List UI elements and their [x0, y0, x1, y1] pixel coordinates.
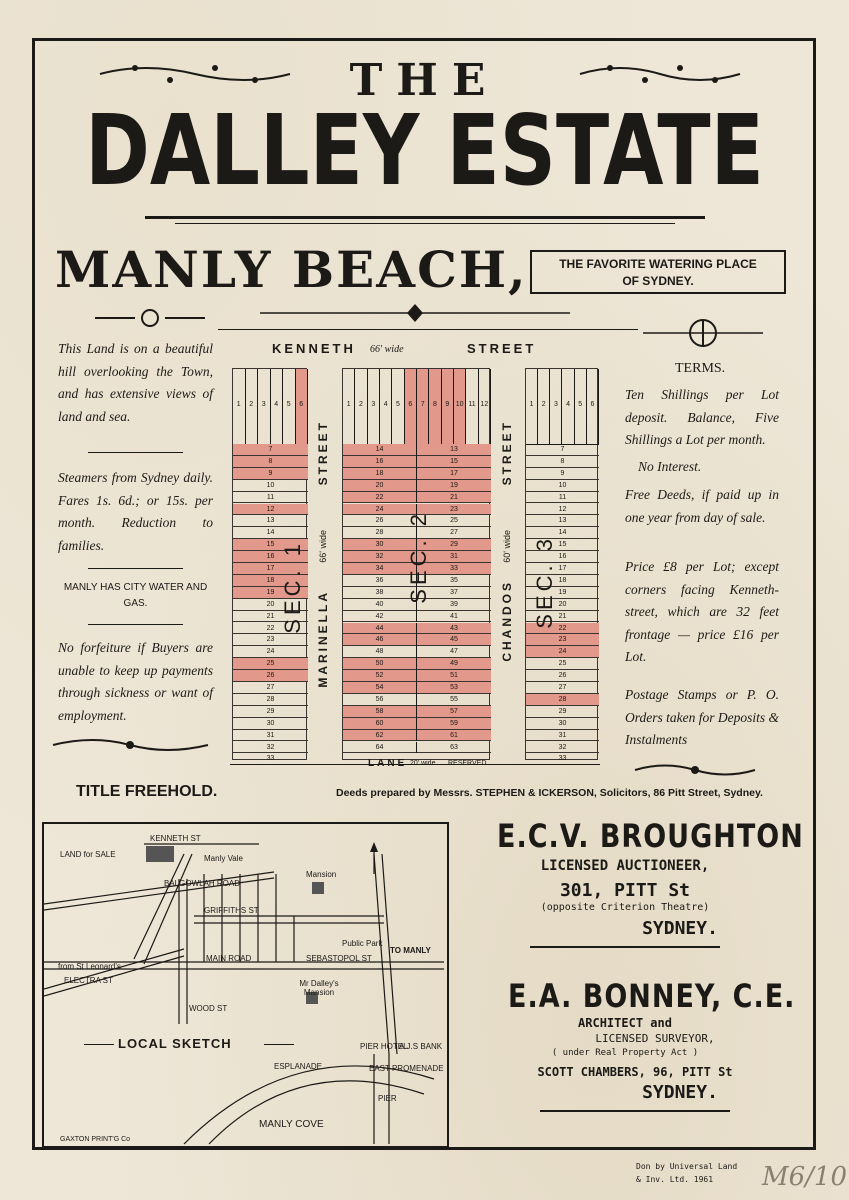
- forfeiture-text: No forfeiture if Buyers are unable to keep up payments through sickness or want of employment.: [58, 640, 213, 723]
- lot-row: 22: [233, 623, 308, 635]
- lot-number: 45: [450, 636, 458, 644]
- lot-row: 32: [526, 742, 599, 754]
- lot-row: 17: [526, 563, 599, 575]
- sketch-public-park: Public Park: [342, 939, 383, 948]
- auctioneer-address: 301, PITT St: [559, 880, 691, 901]
- frontage-lot: 3: [550, 369, 562, 444]
- lot-number: 18: [343, 468, 417, 480]
- lot-row: 7: [233, 444, 308, 456]
- location-heading: MANLY BEACH,: [55, 240, 528, 299]
- frontage-lot: 8: [429, 369, 441, 444]
- title-rule-thin: [175, 223, 675, 224]
- sketch-sebastopol: SEBASTOPOL ST: [306, 954, 372, 963]
- north-arrow-icon: [370, 842, 378, 852]
- catalogue-number: M6/10: [762, 1162, 848, 1192]
- frontage-lot: 7: [417, 369, 429, 444]
- frontage-lot: 6: [296, 369, 309, 444]
- sketch-griffiths: GRIFFITHS ST: [204, 906, 259, 915]
- lot-row: 23: [526, 634, 599, 646]
- lot-number: 36: [343, 575, 417, 587]
- sketch-printer: GAXTON PRINT'G Co: [60, 1136, 131, 1143]
- lot-row: 15: [526, 539, 599, 551]
- lot-row: [343, 444, 491, 456]
- frontage-lot: 4: [271, 369, 284, 444]
- lot-row: 21: [526, 611, 599, 623]
- lot-number: 48: [343, 646, 417, 658]
- frontage-lot: 1: [343, 369, 355, 444]
- lot-number: 53: [450, 684, 458, 691]
- lot-row: [343, 670, 491, 682]
- frontage-lot: 1: [233, 369, 246, 444]
- lot-row: 23: [233, 634, 308, 646]
- sketch-mansion: Mansion: [306, 870, 337, 879]
- lot-number: 24: [343, 504, 417, 516]
- lot-row: 33: [233, 753, 308, 765]
- frontage-lots: [526, 369, 599, 445]
- lot-row: 30: [526, 718, 599, 730]
- lot-row: 28: [233, 694, 308, 706]
- divider: [540, 1110, 730, 1112]
- lot-row: 9: [233, 468, 308, 480]
- frontage-lot: 1: [526, 369, 538, 444]
- lot-number: 23: [450, 505, 458, 513]
- lot-row: 8: [526, 456, 599, 468]
- auctioneer-role: LICENSED AUCTIONEER,: [540, 858, 710, 874]
- lot-row: 25: [233, 658, 308, 670]
- lot-number: 17: [450, 469, 458, 477]
- divider: [88, 624, 183, 625]
- section-2-label: SEC. 2: [406, 510, 431, 604]
- lane-label: LANE: [368, 758, 408, 769]
- lot-row: 26: [233, 670, 308, 682]
- lot-number: 62: [343, 730, 417, 742]
- frontage-lots: [233, 369, 308, 445]
- divider: [530, 946, 720, 948]
- lot-row: 28: [526, 694, 599, 706]
- lot-number: 50: [343, 658, 417, 670]
- lot-row: 15: [233, 539, 308, 551]
- lot-number: 64: [343, 742, 417, 754]
- tagline-box: [530, 250, 786, 294]
- section-3-label: SEC. 3: [532, 535, 557, 629]
- auctioneer-note: (opposite Criterion Theatre): [540, 902, 710, 913]
- lot-number: 59: [450, 719, 458, 727]
- street-chandos-suffix: STREET: [500, 420, 514, 486]
- frontage-lot: 3: [368, 369, 380, 444]
- lot-row: [343, 480, 491, 492]
- lot-number: 46: [343, 634, 417, 646]
- lot-number: 49: [450, 660, 458, 668]
- divider: [88, 568, 183, 569]
- lot-row: 16: [233, 551, 308, 563]
- lot-row: 24: [526, 646, 599, 658]
- lot-row: 20: [526, 599, 599, 611]
- lot-number: 25: [450, 517, 458, 525]
- floral-ornament-small-left: [48, 732, 213, 758]
- frontage-lot: 5: [575, 369, 587, 444]
- lot-number: 37: [450, 588, 458, 596]
- lot-row: [343, 730, 491, 742]
- water-text: MANLY HAS CITY WATER AND GAS.: [63, 582, 208, 609]
- lot-row: 22: [526, 623, 599, 635]
- sketch-kenneth: KENNETH ST: [150, 834, 201, 843]
- frontage-lot: 2: [246, 369, 259, 444]
- tagline-line1: THE FAVORITE WATERING PLACE: [559, 257, 757, 271]
- plan-top-rule: [218, 329, 638, 330]
- street-kenneth-width: 66' wide: [370, 344, 404, 355]
- sketch-dalley-mansion: Mr Dalley's Mansion: [299, 979, 339, 997]
- architect-name: E.A. BONNEY, C.E.: [508, 978, 796, 1016]
- lot-number: 39: [450, 600, 458, 608]
- street-kenneth-suffix: STREET: [467, 341, 537, 356]
- architect-city: SYDNEY.: [642, 1082, 718, 1103]
- section-1-label: SEC. 1: [280, 540, 305, 634]
- frontage-lot: 6: [587, 369, 599, 444]
- street-marinella: MARINELLA: [316, 590, 330, 688]
- lot-row: 32: [233, 742, 308, 754]
- sketch-manly-cove: MANLY COVE: [259, 1119, 324, 1130]
- street-marinella-width: 66' wide: [318, 530, 328, 563]
- lot-number: 19: [450, 481, 458, 489]
- lot-number: 28: [343, 527, 417, 539]
- lot-row: 8: [233, 456, 308, 468]
- lot-number: 57: [450, 707, 458, 715]
- lane-width: 20' wide: [410, 760, 436, 767]
- local-sketch-label: LOCAL SKETCH: [118, 1036, 232, 1051]
- lot-row: 20: [233, 599, 308, 611]
- lot-row: 18: [233, 575, 308, 587]
- lot-row: 25: [526, 658, 599, 670]
- sketch-pier: PIER: [378, 1094, 397, 1103]
- title-the: THE: [349, 55, 500, 106]
- lot-number: 34: [343, 563, 417, 575]
- lot-number: 54: [343, 682, 417, 694]
- frontage-lot: 10: [454, 369, 466, 444]
- lot-row: 29: [233, 706, 308, 718]
- lot-number: 26: [343, 515, 417, 527]
- page-title: DALLEY ESTATE: [85, 95, 764, 208]
- steamers-text: Steamers from Sydney daily. Fares 1s. 6d.; or 15s. per month. Reduction to families.: [58, 470, 213, 553]
- sketch-manly-vale: Manly Vale: [204, 854, 243, 863]
- land-for-sale-block: [146, 846, 174, 862]
- lot-number: 47: [450, 648, 458, 656]
- postage-text: Postage Stamps or P. O. Orders taken for Deposits & Instalments: [625, 687, 779, 747]
- lot-number: 15: [450, 457, 458, 465]
- architect-note: ( under Real Property Act ): [551, 1048, 699, 1058]
- lot-row: 14: [526, 527, 599, 539]
- frontage-lot: 5: [283, 369, 296, 444]
- sketch-land-for-sale: LAND for SALE: [60, 850, 116, 859]
- lot-row: 10: [526, 480, 599, 492]
- lot-number: 35: [450, 576, 458, 584]
- frontage-lot: 5: [392, 369, 404, 444]
- lot-row: [343, 456, 491, 468]
- lot-number: 21: [450, 493, 458, 501]
- sketch-to-manly: TO MANLY: [390, 946, 431, 955]
- sketch-east-promenade: EAST PROMENADE: [369, 1064, 444, 1073]
- free-deeds-text: Free Deeds, if paid up in one year from day of sale.: [625, 487, 779, 525]
- frontage-lot: 9: [442, 369, 454, 444]
- title-rule: [145, 216, 705, 219]
- lot-number: 38: [343, 587, 417, 599]
- mansion-block: [312, 882, 324, 894]
- deeds-prepared: Deeds prepared by Messrs. STEPHEN & ICKERSON, Solicitors, 86 Pitt Street, Sydney.: [336, 787, 763, 799]
- sketch-label-rule-right: [264, 1044, 294, 1045]
- lot-row: [343, 682, 491, 694]
- lot-number: 58: [343, 706, 417, 718]
- lot-number: 56: [343, 694, 417, 706]
- lot-row: 11: [526, 492, 599, 504]
- street-kenneth: KENNETH: [272, 341, 356, 356]
- lot-row: [343, 468, 491, 480]
- divider: [88, 452, 183, 453]
- lot-row: 11: [233, 492, 308, 504]
- lot-number: 42: [343, 611, 417, 623]
- lot-number: 33: [450, 565, 458, 572]
- lot-row: [343, 694, 491, 706]
- sketch-from-st-leonards: from St Leonard's: [58, 962, 121, 971]
- lot-number: 31: [450, 553, 458, 561]
- architect-address: SCOTT CHAMBERS, 96, PITT St: [537, 1065, 733, 1079]
- lot-number: 51: [450, 672, 458, 680]
- sketch-electra: ELECTRA ST: [64, 976, 113, 985]
- sketch-wood: WOOD ST: [189, 1004, 228, 1013]
- architect-role2: LICENSED SURVEYOR,: [595, 1032, 715, 1045]
- lot-number: 55: [450, 695, 458, 703]
- terms-heading: TERMS.: [675, 361, 726, 376]
- lot-row: 31: [526, 730, 599, 742]
- compass-icon: [638, 318, 768, 348]
- lot-number: 44: [343, 623, 417, 635]
- lot-number: 20: [343, 480, 417, 492]
- frontage-lot: 12: [479, 369, 491, 444]
- arrow-ornament-center: [255, 302, 575, 324]
- street-marinella-suffix: STREET: [316, 420, 330, 486]
- scroll-ornament: [90, 305, 210, 331]
- interest-text: No Interest.: [638, 459, 702, 474]
- lot-number: 52: [343, 670, 417, 682]
- lot-row: 30: [233, 718, 308, 730]
- lot-row: 9: [526, 468, 599, 480]
- sketch-balgowlah: BALGOWLAH ROAD: [164, 879, 241, 888]
- frontage-lot: 2: [355, 369, 367, 444]
- architect-role1: ARCHITECT and: [578, 1016, 672, 1030]
- lot-row: 33: [526, 753, 599, 765]
- price-text: Price £8 per Lot; except corners facing Kenneth-street, which are 32 feet frontage — price £16 per Lot.: [625, 559, 779, 664]
- lot-row: 13: [233, 515, 308, 527]
- lot-row: 16: [526, 551, 599, 563]
- lot-row: 27: [526, 682, 599, 694]
- sketch-esplanade: ESPLANADE: [274, 1062, 323, 1071]
- lot-number: 60: [343, 718, 417, 730]
- lot-row: [343, 611, 491, 623]
- lot-row: 21: [233, 611, 308, 623]
- title-freehold: TITLE FREEHOLD.: [76, 783, 218, 800]
- lot-row: 13: [526, 515, 599, 527]
- frontage-lot: 4: [563, 369, 575, 444]
- lot-row: 27: [233, 682, 308, 694]
- lot-number: 43: [450, 624, 458, 632]
- lot-row: 7: [526, 444, 599, 456]
- sketch-label-rule-left: [84, 1044, 114, 1045]
- lot-number: 16: [343, 456, 417, 468]
- lot-row: 14: [233, 527, 308, 539]
- lot-number: 32: [343, 551, 417, 563]
- intro-text: This Land is on a beautiful hill overlooking the Town, and has extensive views of land and sea.: [58, 341, 213, 424]
- lot-number: 63: [450, 743, 458, 751]
- lot-row: 12: [233, 504, 308, 516]
- lot-row: [343, 634, 491, 646]
- lot-number: 13: [450, 446, 458, 453]
- floral-ornament-small-right: [630, 758, 760, 782]
- frontage-lots: [343, 369, 491, 445]
- lot-row: [343, 742, 491, 754]
- frontage-lot: 3: [258, 369, 271, 444]
- lot-number: 61: [450, 731, 458, 739]
- lot-number: 29: [450, 541, 458, 549]
- donation-line2: & Inv. Ltd. 1961: [636, 1175, 714, 1184]
- local-sketch-map: [42, 822, 449, 1148]
- sketch-pier-hotel: PIER HOTEL: [360, 1042, 408, 1051]
- deposit-text: Ten Shillings per Lot deposit. Balance, Five Shillings a Lot per month.: [625, 387, 779, 447]
- lot-row: 12: [526, 504, 599, 516]
- lot-row: 26: [526, 670, 599, 682]
- lot-row: 19: [233, 587, 308, 599]
- lot-row: 31: [233, 730, 308, 742]
- sketch-ajs-bank: A.J.S BANK: [399, 1042, 443, 1051]
- lot-row: [343, 492, 491, 504]
- lot-row: 19: [526, 587, 599, 599]
- lot-row: 24: [233, 646, 308, 658]
- lot-row: 18: [526, 575, 599, 587]
- lot-row: 10: [233, 480, 308, 492]
- lot-number: 41: [450, 612, 458, 620]
- lot-number: 14: [343, 444, 417, 456]
- auctioneer-city: SYDNEY.: [642, 918, 718, 939]
- street-chandos-width: 60' wide: [502, 530, 512, 563]
- street-chandos: CHANDOS: [500, 580, 514, 662]
- tagline-line2: OF SYDNEY.: [622, 274, 694, 288]
- auctioneer-name: E.C.V. BROUGHTON: [497, 818, 804, 856]
- lot-row: [343, 646, 491, 658]
- lot-row: [343, 623, 491, 635]
- lot-number: 30: [343, 539, 417, 551]
- frontage-lot: 6: [405, 369, 417, 444]
- frontage-lot: 11: [466, 369, 478, 444]
- lot-number: 27: [450, 529, 458, 537]
- lot-row: [343, 658, 491, 670]
- lot-row: [343, 718, 491, 730]
- frontage-lot: 2: [538, 369, 550, 444]
- lot-row: 29: [526, 706, 599, 718]
- donation-line1: Don by Universal Land: [636, 1162, 738, 1171]
- lot-number: 40: [343, 599, 417, 611]
- frontage-lot: 4: [380, 369, 392, 444]
- lane-reserved: RESERVED: [448, 760, 487, 767]
- lot-number: 22: [343, 492, 417, 504]
- sketch-main-road: MAIN ROAD: [206, 954, 252, 963]
- lot-row: 17: [233, 563, 308, 575]
- lot-row: [343, 706, 491, 718]
